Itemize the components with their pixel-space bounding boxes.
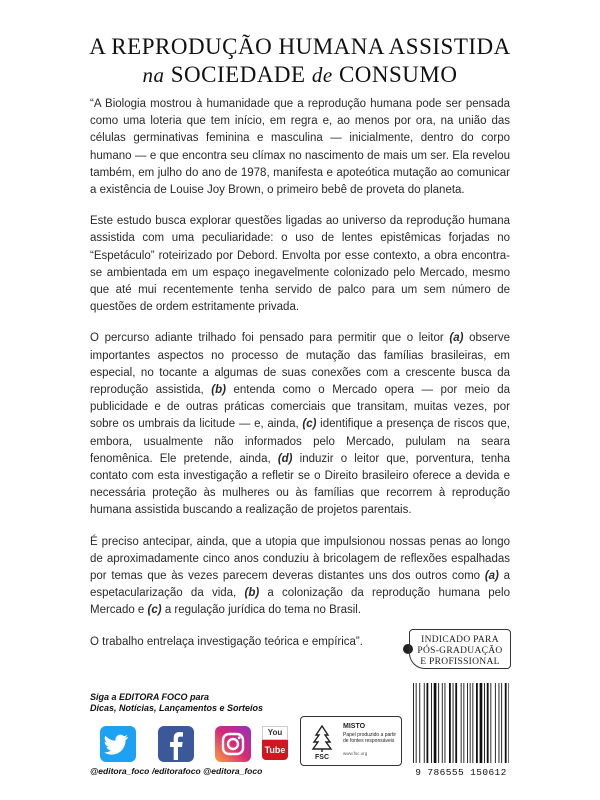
fsc-description: Papel produzido a partir de fontes responsáveis [343,732,397,744]
title-word-sociedade: SOCIEDADE [170,62,306,87]
fsc-misto: MISTO [343,723,366,730]
fsc-label [300,716,402,766]
paragraph-1: “A Biologia mostrou à humanidade que a reprodução humana pode ser pensada como uma loteria que tem início, em regra e, ao menos por ora, na união das células germinativas feminina e masculina — inicialmente, dentro do corpo humano — e que encontra seu clímax no nascimento de mais um ser. Ela revelou também, em julho do ano de 1978, manifesta e apoteótica mutação ao comunicar a existência de Louise Joy Brown, o primeiro bebê de proveta do planeta. [90,98,510,197]
twitter-handle[interactable]: @editora_foco [90,766,150,776]
isbn-number: 9 786555 150612 [415,767,507,778]
recommended-badge: INDICADO PARA PÓS-GRADUAÇÃO E PROFISSIONAL [409,629,511,669]
barcode-bars [413,683,509,765]
facebook-f-icon[interactable] [158,726,194,762]
fsc-tree-icon [307,723,337,761]
facebook-handle[interactable]: /editorafoco [152,766,201,776]
youtube-icon[interactable]: You Tube [262,726,288,762]
paragraph-2: Este estudo busca explorar questões ligadas ao universo da reprodução humana assistida com uma peculiaridade: o uso de lentes epistêmicas forjadas no “Espetáculo” roteirizado por Debord. Envolta por esse contexto, a obra encontra-se ambientada em um espaço inegavelmente colonizado pelo Mercado, mesmo que até mui recentemente tenha servido de palco para um sem número de questões de ordem estritamente privada. [90,215,510,314]
fsc-site: www.fsc.org [343,751,368,756]
paragraph-5: O trabalho entrelaça investigação teórica e empírica”. [90,635,363,648]
instagram-camera-icon[interactable] [215,726,251,762]
instagram-handle[interactable]: @editora_foco [203,766,263,776]
title-word-de: de [311,63,333,87]
isbn-barcode [405,683,517,780]
title-line-1: A REPRODUÇÃO HUMANA ASSISTIDA [89,34,511,59]
paragraph-4: É preciso antecipar, ainda, que a utopia que impulsionou nossas penas ao longo de aproximadamente cinco anos conduziu à bricolagem de reflexões espalhadas por temas que às vezes parecem deveras distantes uns dos outros como (a) a espetacularização da vida, (b) a colonização da reprodução humana pelo Mercado e (c) a regulação jurídica do tema no Brasil. [90,535,511,617]
paragraph-3: O percurso adiante trilhado foi pensado para permitir que o leitor (a) observe importantes aspectos no processo de mutação das famílias brasileiras, em especial, no tocante a algumas de suas conexões com a crescente busca da reprodução assistida, (b) entenda como o Mercado opera — por meio da publicidade e de outras práticas comerciais que transitam, muitas vezes, por sobre os umbrais da licitude — e, ainda, (c) identifique a presença de riscos que, embora, usualmente não informados pelo Mercado, pululam na seara fenomênica. Ele pretende, ainda, (d) induzir o leitor que, porventura, tenha contato com esta investigação a refletir se o Direito brasileiro oferece a devida e necessária proteção às mulheres ou às famílias que recorrem à reprodução humana assistida buscando a realização de projetos parentais. [90,332,511,517]
title-word-consumo: CONSUMO [338,62,458,87]
title-word-na: na [142,63,165,87]
back-cover-text [90,96,510,665]
twitter-bird-icon[interactable] [100,726,136,762]
title-line-2 [0,62,600,88]
follow-text: Siga a EDITORA FOCO para Dicas, Notícias, Lançamentos e Sorteios [90,692,264,713]
svg-text:FSC: FSC [315,754,329,761]
